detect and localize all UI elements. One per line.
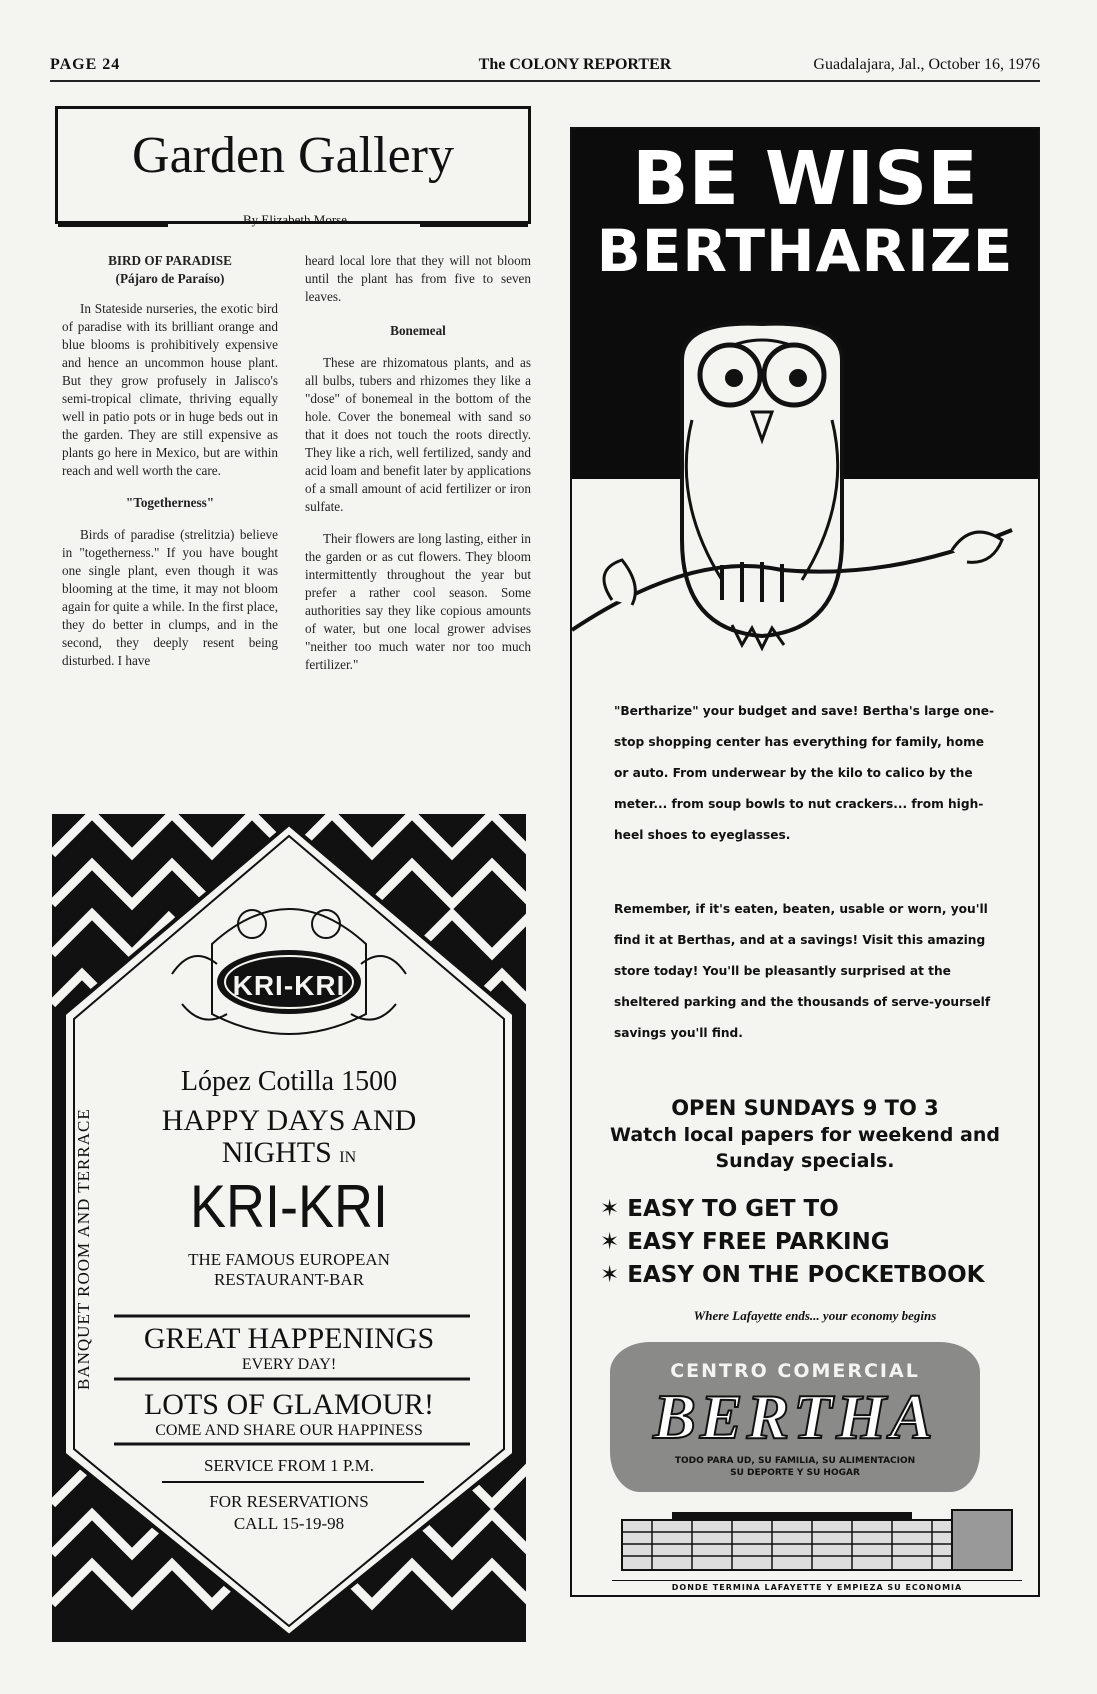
newspaper-name: The COLONY REPORTER [478,56,672,73]
paragraph-flowers: Their flowers are long lasting, either in the garden or as cut flowers. They bloom intermittently throughout the year but prefer a rather cool season. Some authorities say they like copious amounts of water, but one local grower advises "neither too much water nor too much fertilizer." [305,531,531,672]
article-column-2 [305,252,531,674]
bertha-headline-bertharize: BERTHARIZE [596,217,1014,285]
krikri-great-happenings: GREAT HAPPENINGS [143,1322,435,1355]
bertha-headline-be-wise: BE WISE [632,136,978,222]
bertha-logo-sub1: TODO PARA UD, SU FAMILIA, SU ALIMENTACION [674,1456,916,1466]
owl-illustration [572,300,1038,660]
column-title: Garden Gallery [132,127,454,184]
bertha-benefits-list [600,1196,984,1295]
paragraph-bonemeal: These are rhizomatous plants, and as all bulbs, tubers and rhizomes they like a "dose" of bonemeal in the bottom of the hole. Cover the bonemeal with sand so that it does not touch the roots directly. They like a rich, well fertilized, sandy and acid loam and benefit later by applications of a small amount of acid fertilizer or iron sulfate. [305,355,531,514]
krikri-in-word: IN [339,1149,357,1166]
krikri-nights-word: NIGHTS [221,1136,332,1169]
bertha-logo-name: BERTHA [653,1381,937,1452]
bertha-open-sundays: OPEN SUNDAYS 9 TO 3 [671,1096,939,1120]
krikri-address: López Cotilla 1500 [180,1066,398,1097]
bertha-logo-centro: CENTRO COMERCIAL [670,1360,920,1382]
bertha-bottom-slogan: DONDE TERMINA LAFAYETTE Y EMPIEZA SU ECONOMIA [612,1580,1022,1592]
bertha-benefit-3: ✶ EASY ON THE POCKETBOOK [600,1262,985,1288]
store-building-illustration [612,1500,1022,1578]
heading-pajaro-de-paraiso: (Pájaro de Paraíso) [115,271,225,286]
heading-togetherness: "Togetherness" [125,495,215,510]
dateline: Guadalajara, Jal., October 16, 1976 [813,56,1040,73]
krikri-happy-days: HAPPY DAYS AND [161,1104,417,1137]
krikri-advertisement [52,814,526,1642]
paragraph-continued: heard local lore that they will not bloom until the plant has from five to seven leaves. [305,253,531,304]
krikri-every-day: EVERY DAY! [241,1356,337,1373]
title-rule-left [58,224,168,227]
bertha-benefit-2: ✶ EASY FREE PARKING [600,1229,890,1255]
krikri-famous-european: THE FAMOUS EUROPEAN [188,1250,390,1269]
page-header [50,52,1040,82]
krikri-lots-of-glamour: LOTS OF GLAMOUR! [143,1388,434,1421]
bertha-benefit-1: ✶ EASY TO GET TO [600,1196,839,1222]
bertha-watch-papers: Watch local papers for weekend and [610,1124,1000,1146]
bertha-tagline: Where Lafayette ends... your economy begins [693,1308,937,1323]
paragraph-togetherness: Birds of paradise (strelitzia) believe in "togetherness." If you have bought one single plant, even though it was blooming at the time, it may not bloom again for quite a while. In the first place, they do better in clumps, and in the second, they deeply resent being disturbed. I have [62,527,278,668]
page-number: PAGE 24 [50,56,121,73]
bertha-paragraph-2: Remember, if it's eaten, beaten, usable or worn, you'll find it at Berthas, and at a savings! Visit this amazing store today! You'll be pleasantly surprised at the sheltered parking and the thousands of serve-yourself savings you'll find. [614,902,991,1040]
krikri-come-and-share: COME AND SHARE OUR HAPPINESS [155,1422,423,1439]
paragraph-intro: In Stateside nurseries, the exotic bird of paradise with its brilliant orange and blue blooms is prohibitively expensive and hence an uncommon house plant. But they grow profusely in Jalisco's semi-tropical climate, thriving equally well in patio pots or in huge beds out in the garden. They are still expensive as plants go here in Mexico, but are within reach and well worth the care. [62,301,278,478]
krikri-service: SERVICE FROM 1 P.M. [203,1456,375,1475]
krikri-restaurant-bar: RESTAURANT-BAR [213,1270,365,1289]
bertha-logo-sub2: SU DEPORTE Y SU HOGAR [730,1468,860,1478]
heading-bird-of-paradise: BIRD OF PARADISE [108,253,232,268]
krikri-logo-text: KRI-KRI [232,970,346,1001]
article-column-1 [62,252,278,670]
krikri-side-banner: BANQUET ROOM AND TERRACE [74,1108,93,1390]
krikri-phone: CALL 15-19-98 [233,1514,345,1533]
byline: By Elizabeth Morse [243,212,347,227]
heading-bonemeal: Bonemeal [390,323,446,338]
krikri-reservations: FOR RESERVATIONS [209,1492,369,1511]
bertha-sunday-specials: Sunday specials. [715,1150,895,1172]
title-rule-right [420,224,528,227]
krikri-name: KRI-KRI [189,1173,389,1240]
bertha-paragraph-1: "Bertharize" your budget and save! Bertha's large one-stop shopping center has everything for family, home or auto. From underwear by the kilo to calico by the meter... from soup bowls to nut crackers... from high-heel shoes to eyeglasses. [614,704,995,842]
star-icon: ✶ [600,1262,628,1288]
star-icon: ✶ [600,1196,628,1222]
star-icon: ✶ [600,1229,628,1255]
krikri-nights [92,1136,486,1170]
